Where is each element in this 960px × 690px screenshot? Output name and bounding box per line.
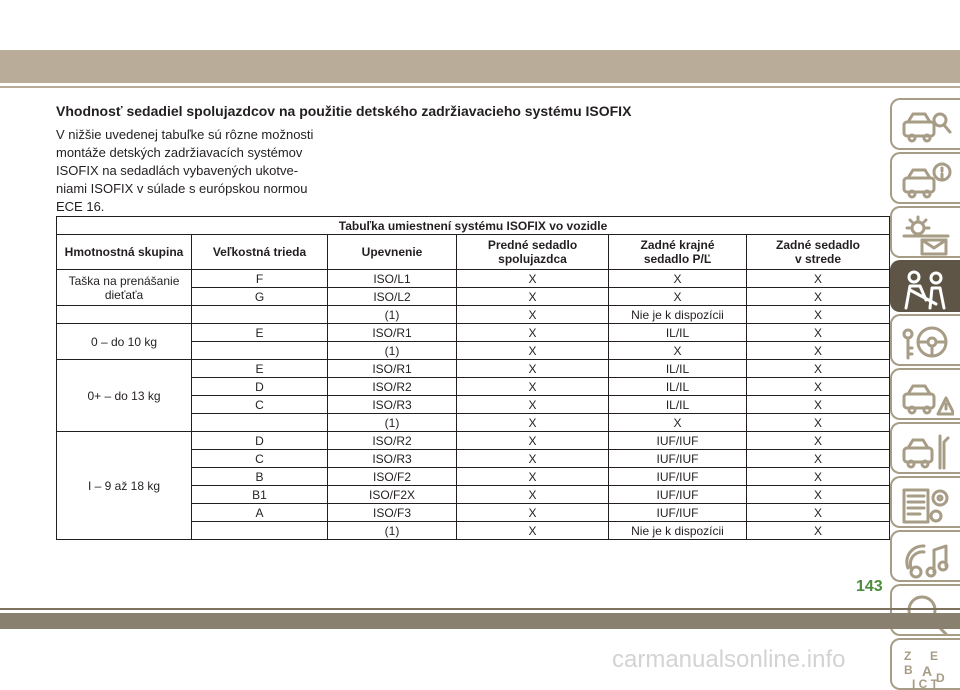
- table-cell: ISO/F3: [328, 504, 457, 522]
- table-cell: X: [747, 342, 890, 360]
- footer-band: [0, 613, 960, 629]
- column-header: [609, 235, 747, 270]
- table-cell: [192, 306, 328, 324]
- table-cell: X: [747, 432, 890, 450]
- table-cell: ISO/F2: [328, 468, 457, 486]
- table-cell: X: [609, 414, 747, 432]
- intro-line: ECE 16.: [56, 199, 105, 214]
- multimedia-icon: [900, 538, 954, 580]
- weight-group-label: dieťaťa: [104, 287, 144, 302]
- table-cell: IUF/IUF: [609, 432, 747, 450]
- header-band: [0, 50, 960, 83]
- chapter-tab[interactable]: [890, 314, 960, 366]
- column-header-line: Hmotnostná skupina: [64, 245, 184, 259]
- chapter-tab[interactable]: [890, 530, 960, 582]
- table-row: [57, 306, 890, 324]
- table-row: [57, 270, 890, 288]
- intro-line: niami ISOFIX v súlade s európskou normou: [56, 181, 308, 196]
- table-cell: ISO/R3: [328, 396, 457, 414]
- weight-group-label: I – 9 až 18 kg: [87, 478, 161, 493]
- intro-line: V nižšie uvedenej tabuľke sú rôzne možnosti: [56, 127, 314, 142]
- table-cell: ISO/R1: [328, 360, 457, 378]
- chapter-tab[interactable]: [890, 368, 960, 420]
- weight-group-label: 0+ – do 13 kg: [87, 388, 161, 403]
- column-header: [747, 235, 890, 270]
- car-tools-icon: [900, 430, 954, 472]
- table-header-row: [57, 235, 890, 270]
- table-cell: ISO/F2X: [328, 486, 457, 504]
- table-cell: X: [747, 324, 890, 342]
- table-cell: X: [457, 396, 609, 414]
- table-body: [57, 270, 890, 540]
- table-cell: X: [747, 288, 890, 306]
- table-cell: X: [747, 504, 890, 522]
- car-warning-icon: [900, 376, 954, 418]
- column-header-line: Zadné krajné: [640, 238, 715, 252]
- table-cell: X: [747, 414, 890, 432]
- column-header: [457, 235, 609, 270]
- maintenance-list-icon: [900, 484, 954, 526]
- page-title: Vhodnosť sedadiel spolujazdcov na použitie detského zadržiavacieho systému ISOFIX: [56, 103, 632, 119]
- table-cell: (1): [328, 522, 457, 540]
- table-cell: F: [192, 270, 328, 288]
- table-cell: X: [747, 270, 890, 288]
- svg-text:B: B: [904, 663, 913, 677]
- svg-text:D: D: [936, 671, 945, 685]
- table-cell: X: [457, 468, 609, 486]
- table-cell: X: [457, 270, 609, 288]
- column-header: [57, 235, 192, 270]
- table-cell: ISO/R3: [328, 450, 457, 468]
- table-cell: X: [747, 360, 890, 378]
- table-cell: G: [192, 288, 328, 306]
- table-cell: [192, 414, 328, 432]
- table-cell: D: [192, 378, 328, 396]
- footer-rule: [0, 608, 960, 610]
- table-cell: Nie je k dispozícii: [609, 522, 747, 540]
- isofix-table: [56, 216, 890, 540]
- car-search-icon: [900, 106, 954, 148]
- table-cell: Nie je k dispozícii: [609, 306, 747, 324]
- column-header: [192, 235, 328, 270]
- table-cell: X: [747, 486, 890, 504]
- table-cell: X: [609, 342, 747, 360]
- weight-group-label: 0 – do 10 kg: [90, 334, 158, 349]
- svg-text:Z: Z: [904, 649, 912, 663]
- table-cell: X: [457, 378, 609, 396]
- column-header-line: spolujazdca: [498, 252, 567, 266]
- passenger-safety-icon: [900, 268, 954, 310]
- table-cell: IUF/IUF: [609, 504, 747, 522]
- table-cell: (1): [328, 342, 457, 360]
- table-cell: ISO/R1: [328, 324, 457, 342]
- chapter-tab[interactable]: [890, 152, 960, 204]
- weight-group-cell: [57, 432, 192, 540]
- table-cell: X: [609, 288, 747, 306]
- table-cell: B: [192, 468, 328, 486]
- empty-cell: [57, 306, 192, 324]
- table-cell: (1): [328, 414, 457, 432]
- intro-line: ISOFIX na sedadlách vybavených ukotve-: [56, 163, 299, 178]
- table-cell: X: [457, 522, 609, 540]
- table-cell: [192, 522, 328, 540]
- warning-lights-icon: [900, 214, 954, 256]
- table-cell: IUF/IUF: [609, 468, 747, 486]
- car-info-icon: [900, 160, 954, 202]
- table-cell: X: [457, 288, 609, 306]
- svg-text:E: E: [930, 649, 939, 663]
- chapter-tab[interactable]: [890, 98, 960, 150]
- intro-paragraph: [56, 126, 331, 216]
- table-cell: X: [609, 270, 747, 288]
- table-cell: IL/IL: [609, 378, 747, 396]
- table-cell: IL/IL: [609, 396, 747, 414]
- weight-group-cell: [57, 270, 192, 306]
- table-cell: X: [457, 504, 609, 522]
- svg-text:I C T: I C T: [912, 677, 938, 688]
- watermark: carmanualsonline.info: [612, 646, 846, 673]
- table-cell: X: [457, 306, 609, 324]
- table-cell: X: [457, 360, 609, 378]
- table-cell: X: [747, 306, 890, 324]
- table-cell: [192, 342, 328, 360]
- table-cell: IUF/IUF: [609, 486, 747, 504]
- table-row: [57, 432, 890, 450]
- table-cell: E: [192, 324, 328, 342]
- intro-line: montáže detských zadržiavacích systémov: [56, 145, 303, 160]
- table-cell: X: [747, 450, 890, 468]
- table-cell: ISO/R2: [328, 432, 457, 450]
- column-header: [328, 235, 457, 270]
- table-cell: ISO/L1: [328, 270, 457, 288]
- weight-group-cell: [57, 324, 192, 360]
- table-cell: A: [192, 504, 328, 522]
- table-cell: X: [457, 450, 609, 468]
- chapter-tab[interactable]: [890, 638, 960, 690]
- column-header-line: Zadné sedadlo: [775, 238, 861, 252]
- table-cell: X: [457, 432, 609, 450]
- table-cell: C: [192, 450, 328, 468]
- chapter-tab[interactable]: [890, 206, 960, 258]
- table-cell: IL/IL: [609, 324, 747, 342]
- table-cell: IL/IL: [609, 360, 747, 378]
- table-cell: D: [192, 432, 328, 450]
- column-header-line: Upevnenie: [361, 245, 423, 259]
- table-cell: X: [747, 396, 890, 414]
- column-header-line: Veľkostná trieda: [212, 245, 307, 259]
- table-cell: X: [747, 522, 890, 540]
- column-header-line: v strede: [794, 252, 842, 266]
- table-cell: X: [457, 414, 609, 432]
- table-cell: ISO/R2: [328, 378, 457, 396]
- chapter-tab[interactable]: [890, 260, 960, 312]
- chapter-tab[interactable]: [890, 476, 960, 528]
- table-cell: E: [192, 360, 328, 378]
- svg-text:A: A: [922, 663, 933, 679]
- table-cell: (1): [328, 306, 457, 324]
- table-row: [57, 324, 890, 342]
- table-title: Tabuľka umiestnení systému ISOFIX vo vozidle: [57, 217, 890, 235]
- table-cell: ISO/L2: [328, 288, 457, 306]
- steering-wheel-key-icon: [900, 322, 954, 364]
- table-cell: X: [457, 342, 609, 360]
- table-cell: X: [457, 486, 609, 504]
- page-number: 143: [856, 578, 883, 595]
- weight-group-label: Taška na prenášanie: [68, 273, 180, 288]
- header-rule: [0, 86, 960, 88]
- table-cell: C: [192, 396, 328, 414]
- weight-group-cell: [57, 360, 192, 432]
- column-header-line: Predné sedadlo: [487, 238, 578, 252]
- chapter-tab[interactable]: [890, 422, 960, 474]
- table-row: [57, 360, 890, 378]
- table-cell: B1: [192, 486, 328, 504]
- table-cell: X: [747, 468, 890, 486]
- column-header-line: sedadlo P/Ľ: [643, 252, 712, 266]
- table-cell: IUF/IUF: [609, 450, 747, 468]
- table-cell: X: [457, 324, 609, 342]
- table-cell: X: [747, 378, 890, 396]
- index-az-icon: [900, 646, 954, 688]
